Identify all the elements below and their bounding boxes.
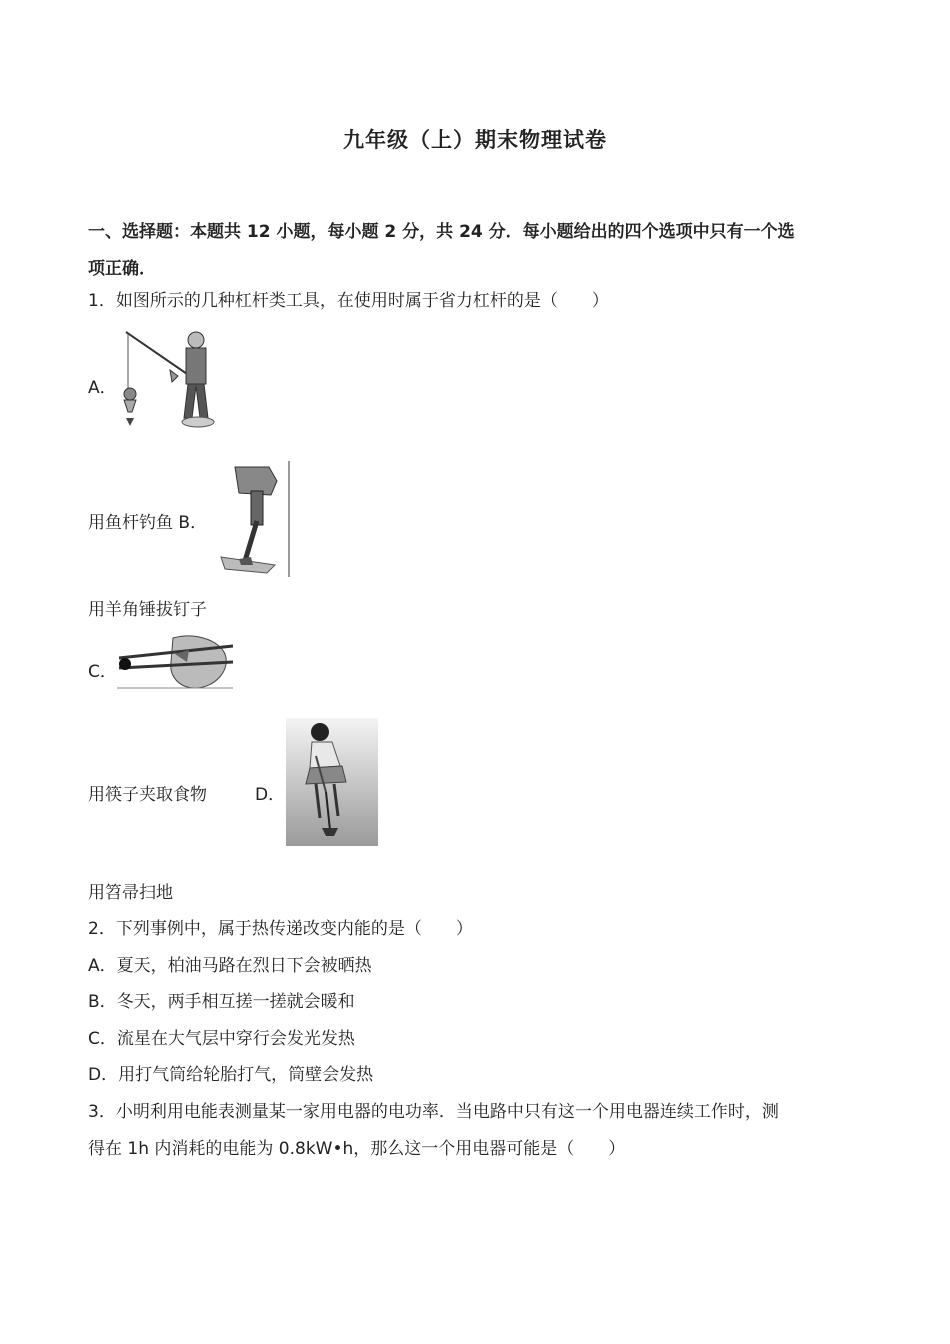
claw-hammer-illustration — [215, 461, 291, 577]
fishing-illustration — [118, 326, 218, 436]
chopsticks-illustration — [115, 632, 235, 690]
question-2-stem: 2．下列事例中，属于热传递改变内能的是（ ） — [88, 919, 473, 939]
option-c-label: C． — [88, 662, 117, 682]
section-heading — [88, 214, 868, 288]
question-3-line-2: 得在 1h 内消耗的电能为 0.8kW•h，那么这一个用电器可能是（ ） — [88, 1139, 626, 1159]
option-b-label: B． — [178, 513, 208, 533]
option-a-label: A． — [88, 378, 117, 398]
option-a-caption: 用鱼杆钓鱼 — [88, 513, 173, 533]
question-2-option-c: C．流星在大气层中穿行会发光发热 — [88, 1029, 355, 1049]
question-3-line-1: 3．小明利用电能表测量某一家用电器的电功率．当电路中只有这一个用电器连续工作时，测 — [88, 1102, 779, 1122]
section-heading-line-1: 一、选择题：本题共 12 小题，每小题 2 分，共 24 分．每小题给出的四个选项中只有一个选 — [88, 222, 795, 242]
sweeping-girl-illustration — [286, 718, 378, 846]
question-1-stem: 1．如图所示的几种杠杆类工具，在使用时属于省力杠杆的是（ ） — [88, 291, 609, 311]
option-d-label: D． — [255, 785, 286, 805]
page-title: 九年级（上）期末物理试卷 — [343, 128, 607, 152]
question-2-option-a: A．夏天，柏油马路在烈日下会被晒热 — [88, 956, 372, 976]
question-2-option-d: D．用打气筒给轮胎打气，筒壁会发热 — [88, 1065, 374, 1085]
section-heading-line-2: 项正确． — [88, 259, 156, 279]
question-2-option-b: B．冬天，两手相互搓一搓就会暖和 — [88, 992, 355, 1012]
option-c-caption: 用筷子夹取食物 — [88, 785, 207, 805]
option-d-caption: 用笤帚扫地 — [88, 883, 173, 903]
option-b-caption: 用羊角锤拔钉子 — [88, 600, 207, 620]
